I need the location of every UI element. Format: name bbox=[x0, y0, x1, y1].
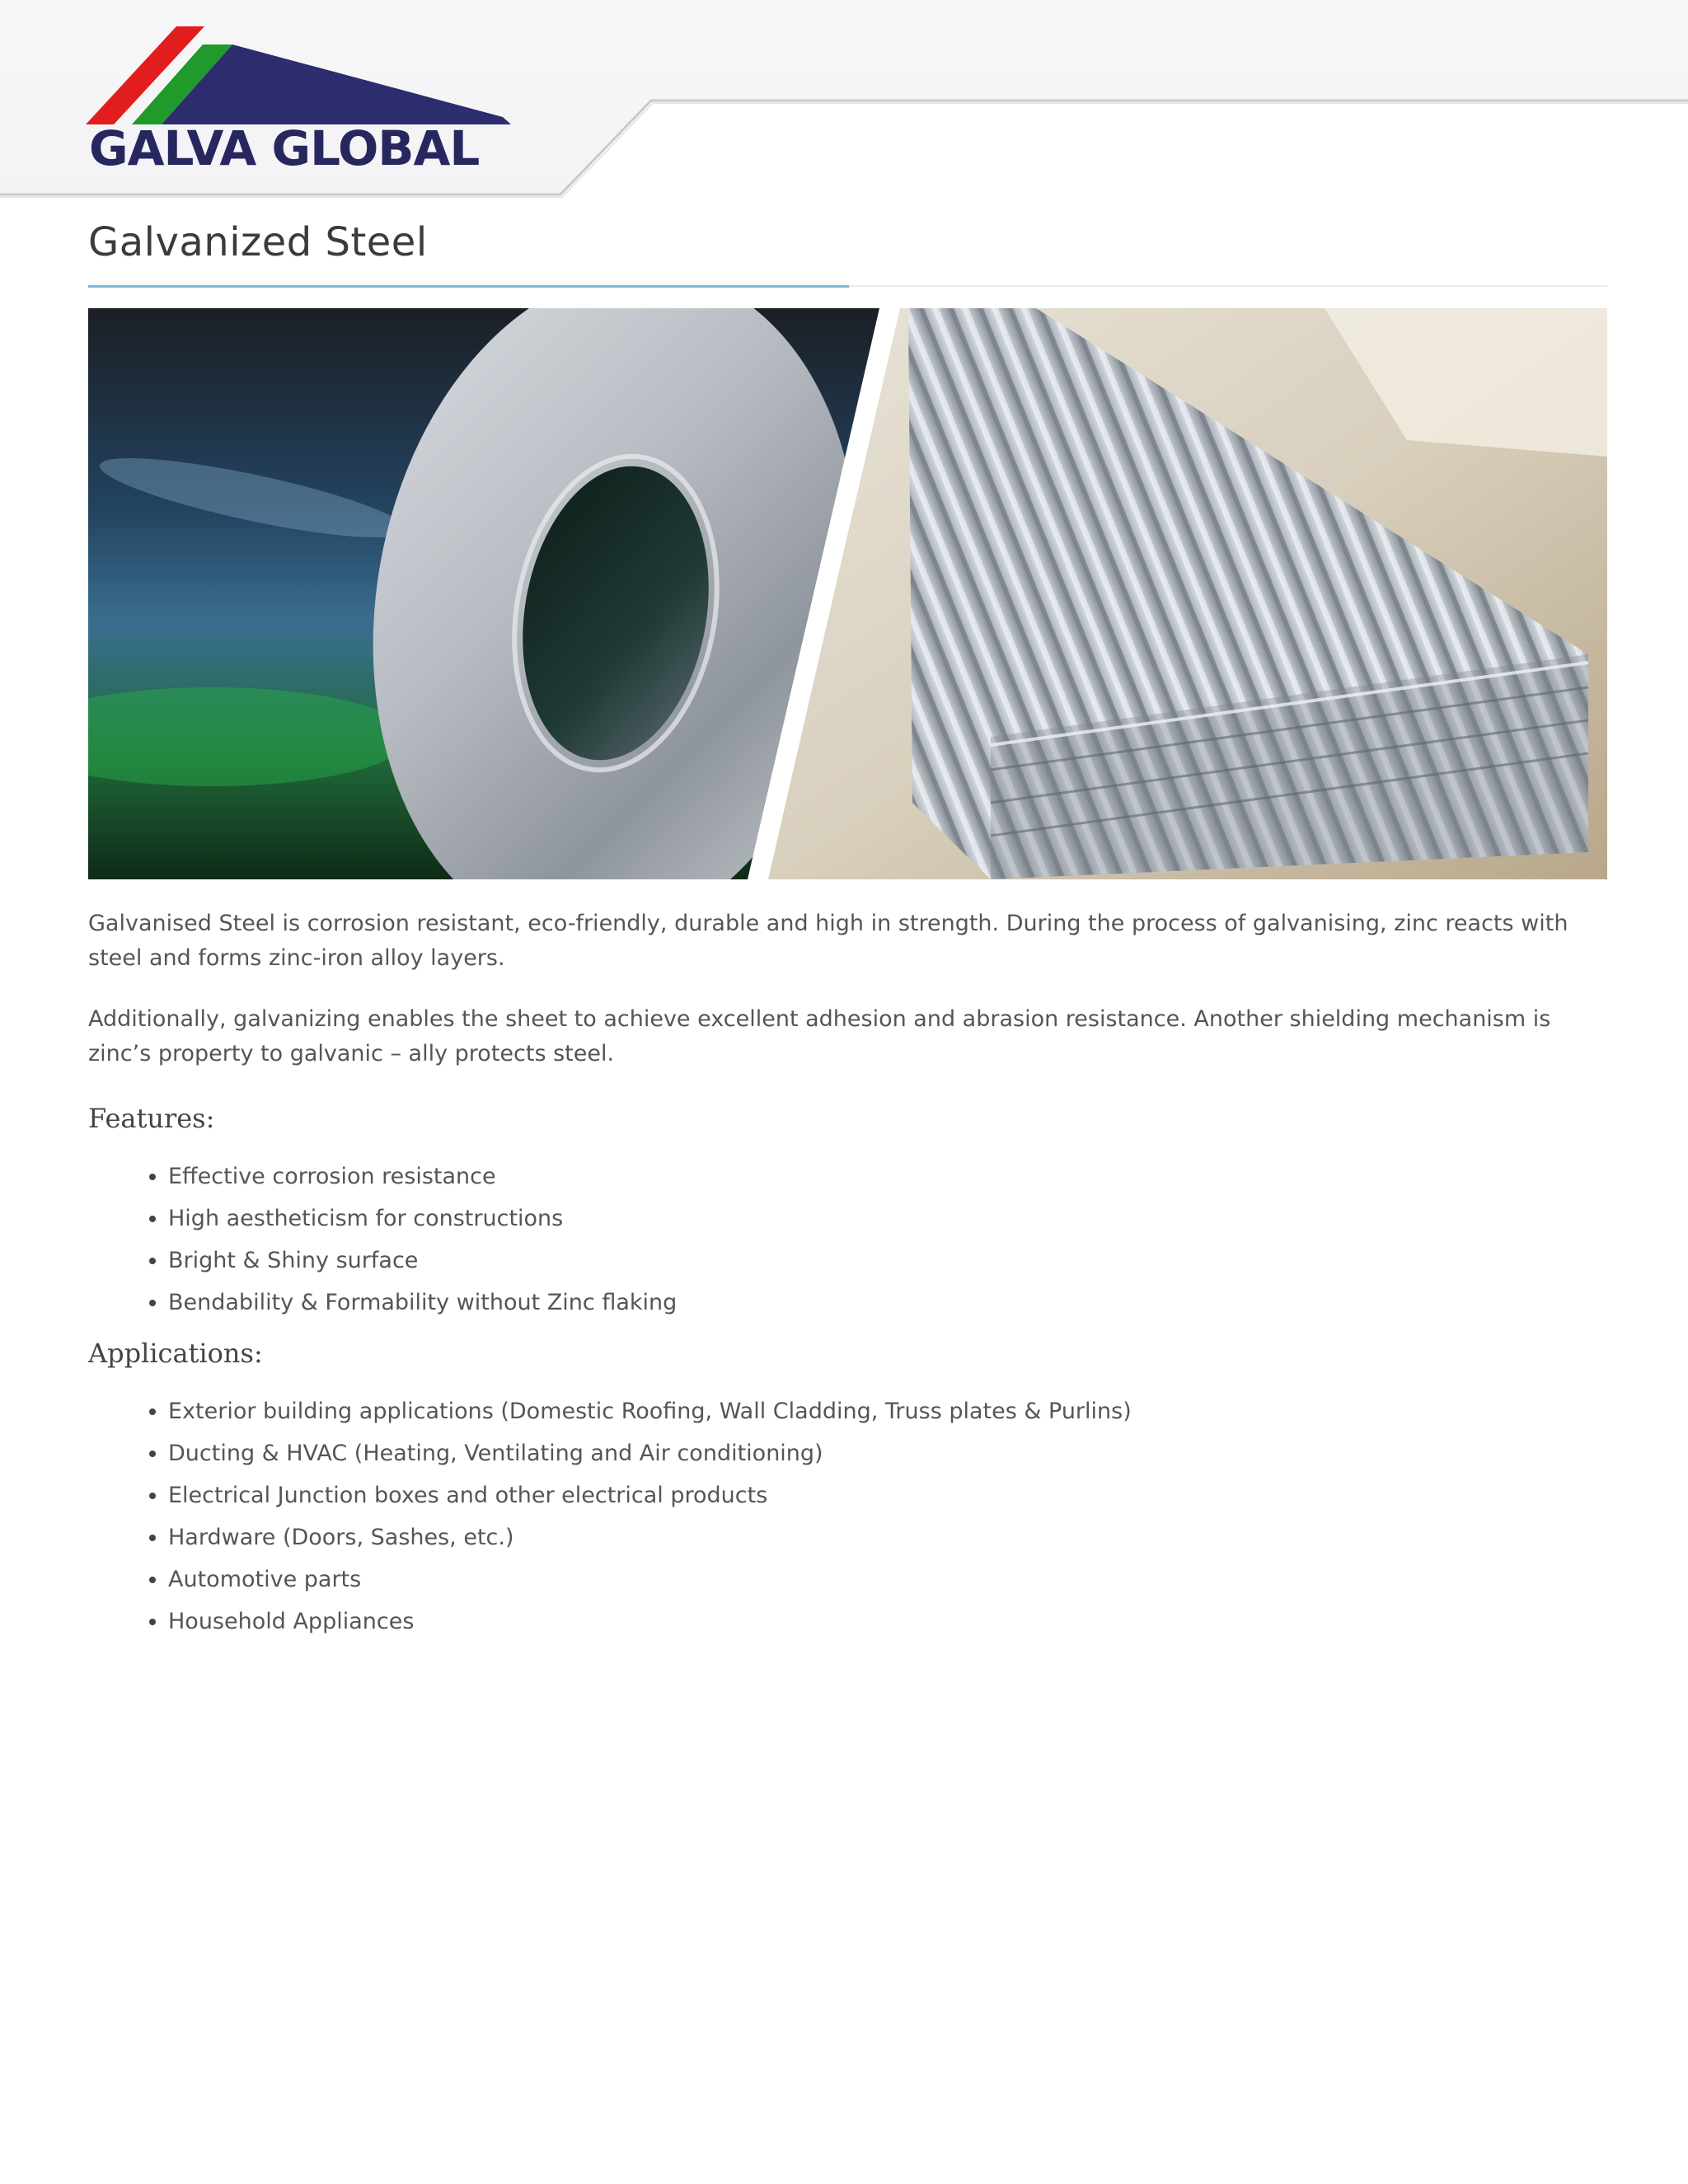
list-item: • Automotive parts bbox=[168, 1558, 1132, 1601]
list-item: • Bright & Shiny surface bbox=[168, 1240, 677, 1282]
page-title: Galvanized Steel bbox=[88, 219, 428, 265]
applications-list bbox=[88, 1390, 1132, 1643]
list-item: • High aestheticism for constructions bbox=[168, 1197, 677, 1240]
intro-paragraph-1: Galvanised Steel is corrosion resistant, eco-friendly, durable and high in strength. During the process of galvanising, zinc reacts with steel and forms zinc-iron alloy layers. bbox=[88, 911, 1568, 971]
hero-image bbox=[88, 308, 1607, 879]
intro-paragraph-2: Additionally, galvanizing enables the sheet to achieve excellent adhesion and abrasion resistance. Another shielding mechanism is zinc’s property to galvanic – ally protects steel. bbox=[88, 1006, 1551, 1066]
brand-logo[interactable] bbox=[82, 23, 519, 180]
list-item: • Hardware (Doors, Sashes, etc.) bbox=[168, 1516, 1132, 1558]
list-item: • Bendability & Formability without Zinc flaking bbox=[168, 1282, 677, 1324]
list-item: • Effective corrosion resistance bbox=[168, 1155, 677, 1197]
features-list bbox=[88, 1155, 677, 1324]
intro-section bbox=[88, 907, 1607, 1098]
list-item: • Ducting & HVAC (Heating, Ventilating and Air conditioning) bbox=[168, 1432, 1132, 1474]
list-item: • Exterior building applications (Domestic Roofing, Wall Cladding, Truss plates & Purlins) bbox=[168, 1390, 1132, 1432]
title-underline-accent bbox=[88, 285, 849, 288]
list-item: • Electrical Junction boxes and other electrical products bbox=[168, 1474, 1132, 1516]
product-photo-icon bbox=[88, 308, 1607, 879]
brand-name: GALVA GLOBAL bbox=[89, 120, 480, 176]
list-item: • Household Appliances bbox=[168, 1601, 1132, 1643]
features-heading: Features: bbox=[88, 1103, 215, 1134]
applications-heading: Applications: bbox=[88, 1338, 263, 1369]
